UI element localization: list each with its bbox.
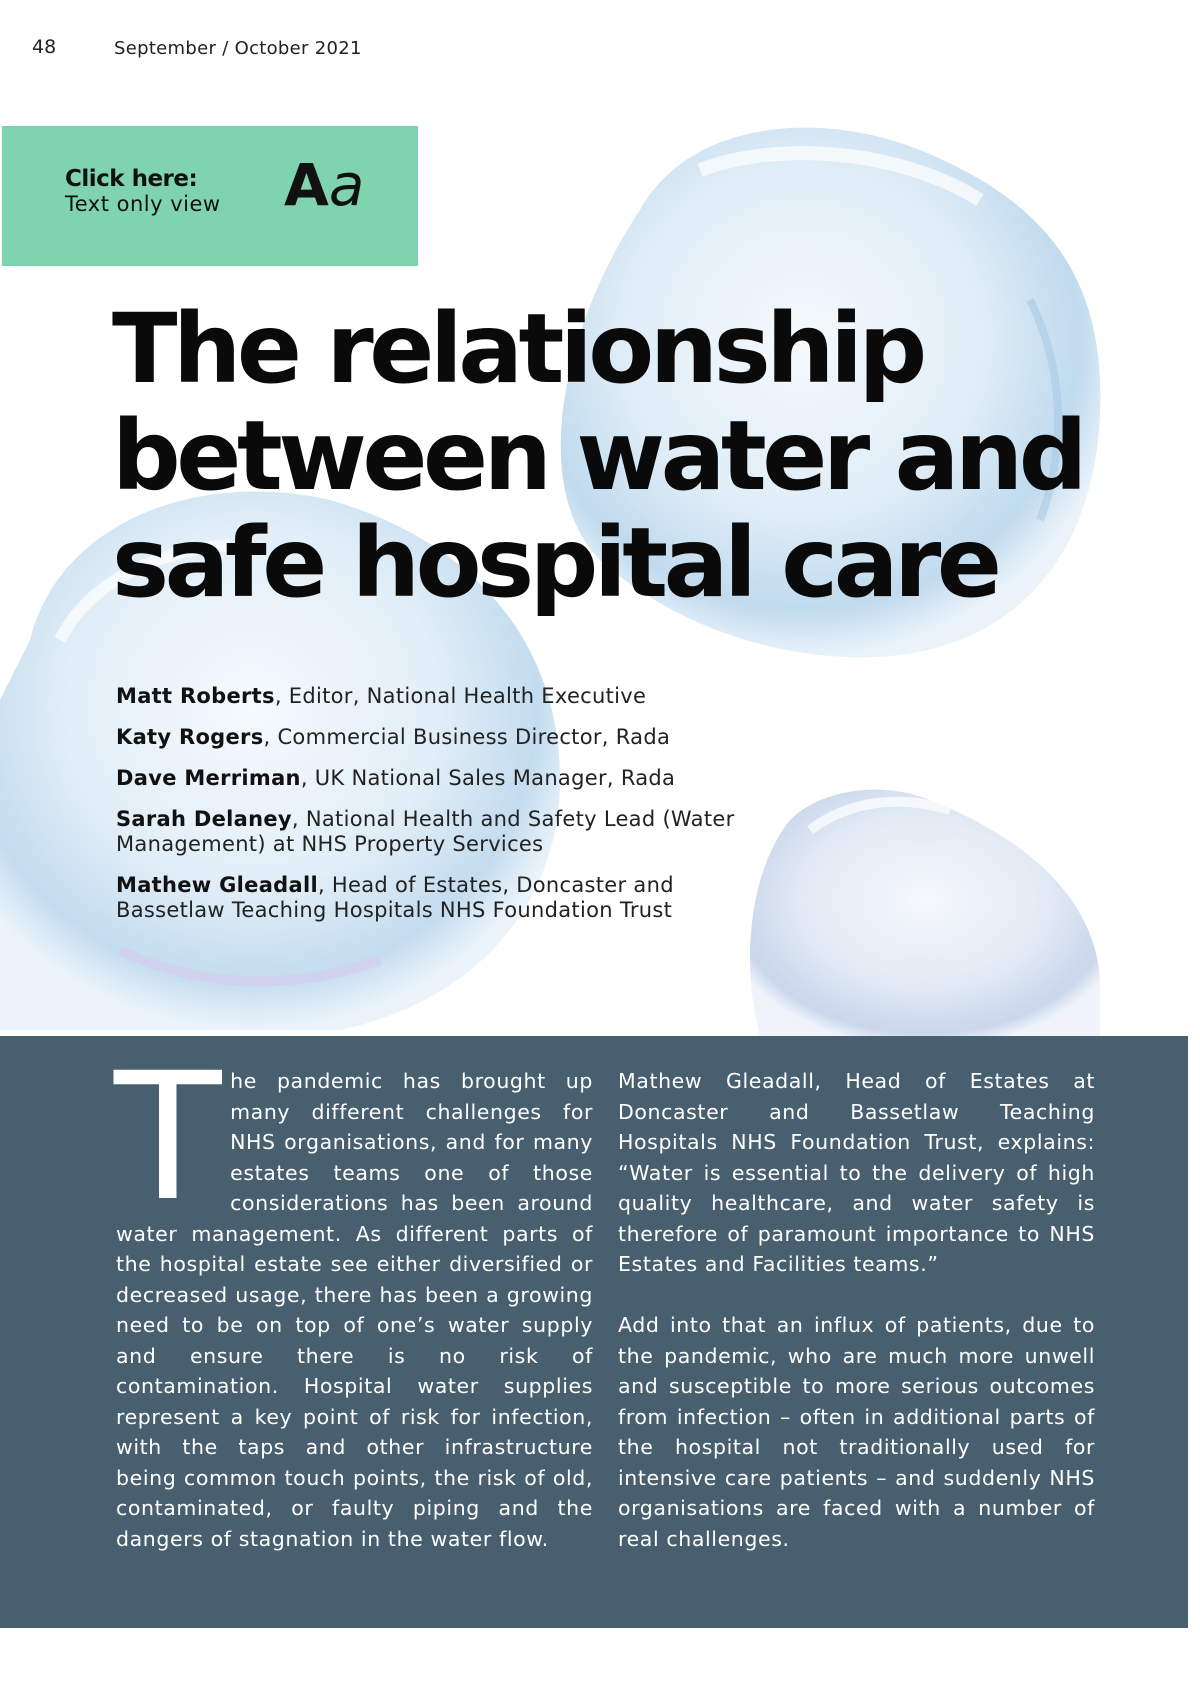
contributor-role: , Commercial Business Director, Rada [263,725,671,749]
text-size-icon [284,151,365,219]
text-size-icon-large-letter: A [284,151,329,219]
contributor-item [116,725,756,750]
contributor-item [116,873,756,923]
contributor-name: Matt Roberts [116,684,275,708]
text-only-view-button[interactable] [2,126,418,266]
text-view-cta: Click here: [65,166,198,192]
contributor-name: Dave Merriman [116,766,301,790]
page-number: 48 [32,36,57,58]
contributor-name: Katy Rogers [116,725,264,749]
body-column-right [618,1066,1095,1585]
contributor-name: Sarah Delaney [116,807,292,831]
body-paragraph: Mathew Gleadall, Head of Estates at Doncaster and Bassetlaw Teaching Hospitals NHS Foundation Trust, explains: “Water is essential to the delivery of high quality healthcare, and water safety is therefore of paramount importance to NHS Estates and Facilities teams.” [618,1069,1095,1276]
body-column-left [114,1035,593,1554]
contributor-item [116,807,756,857]
contributor-item [116,766,756,791]
contributor-item [116,684,756,709]
contributor-role: , Head of Estates, Doncaster and Bassetlaw Teaching Hospitals NHS Foundation Trust [116,873,674,922]
article-title: The relationship between water and safe hospital care [112,293,1083,619]
contributor-role: , UK National Sales Manager, Rada [300,766,676,790]
contributor-role: , National Health and Safety Lead (Water Management) at NHS Property Services [116,807,735,856]
text-view-subtitle: Text only view [65,192,221,216]
contributor-name: Mathew Gleadall [116,873,318,897]
body-paragraph: he pandemic has brought up many different challenges for NHS organisations, and for many estates teams one of those considerations has been around water management. As different parts of the hospital estate see either diversified or decreased usage, there has been a growing need to be on top of one’s water supply and ensure there is no risk of contamination. Hospital water supplies represent a key point of risk for infection, with the taps and other infrastructure being common touch points, the risk of old, contaminated, or faulty piping and the dangers of stagnation in the water flow. [116,1069,593,1551]
text-size-icon-small-letter: a [328,151,365,219]
contributor-role: , Editor, National Health Executive [274,684,647,708]
contributor-list [116,684,756,939]
issue-date: September / October 2021 [114,38,362,59]
drop-cap: T [114,1035,223,1240]
body-paragraph: Add into that an influx of patients, due to the pandemic, who are much more unwell and susceptible to more serious outcomes from infection – often in additional parts of the hospital not traditionally used for intensive care patients – and suddenly NHS organisations are faced with a number of real challenges. [618,1313,1095,1551]
